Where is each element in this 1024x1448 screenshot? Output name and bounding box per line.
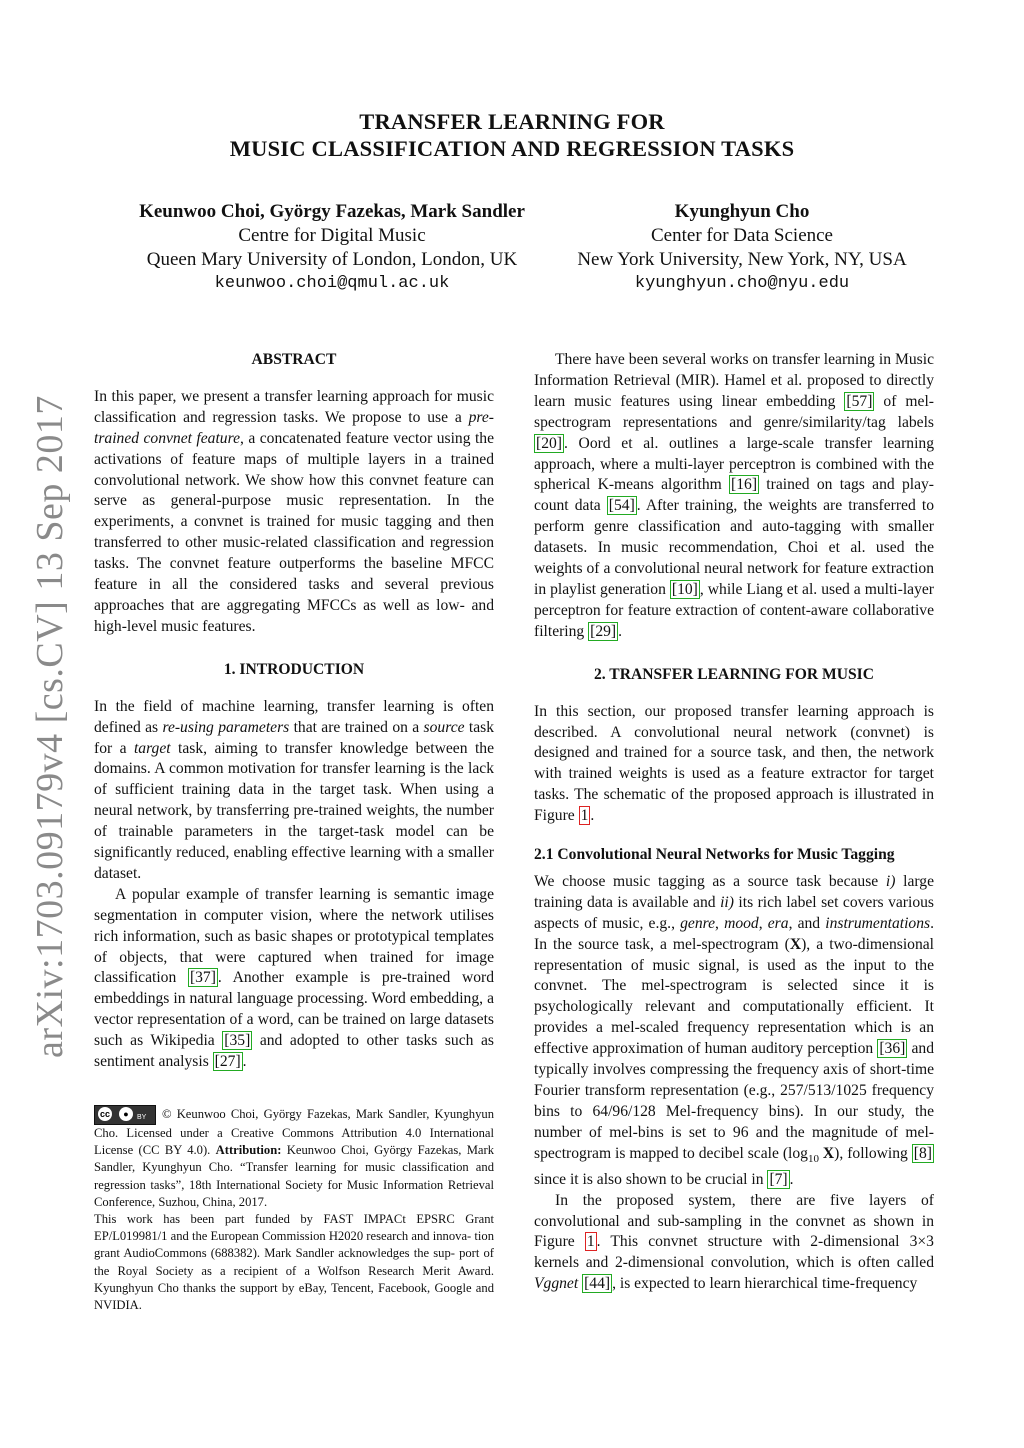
arxiv-identifier: arXiv:1703.09179v4 [cs.CV] 13 Sep 2017 bbox=[29, 395, 71, 1058]
citation-link[interactable]: [54] bbox=[608, 497, 635, 515]
citation-link[interactable]: [44] bbox=[584, 1275, 611, 1293]
author-department: Centre for Digital Music bbox=[238, 225, 426, 246]
author-names: Kyunghyun Cho bbox=[674, 201, 810, 222]
subsection-2-1-paragraph-1: We choose music tagging as a source task because i) large training data is available and ii) its rich label set covers various aspects of music, e.g., genre, mood, era, and instrumentations. In the source task, a mel-spectrogram (X), a two-dimensional representation of music signal, is used as the input to the convnet. The mel-spectrogram is selected since it is psychologically relevant and computationally efficient. It provides a mel-scaled frequency representation which is an effective approximation of human auditory perception [36] and typically involves compressing the frequency axis of short-time Fourier transform representation (e.g., 257/513/1025 frequency bins to 64/96/128 Mel-frequency bins). In our study, the number of mel-bins is set to 96 and the magnitude of mel-spectrogram is mapped to decibel scale ($\log_{10}$ X), following [8] since it is also shown to be crucial in [7] . bbox=[534, 872, 934, 1188]
citation-link[interactable]: [36] bbox=[879, 1040, 906, 1058]
author-department: Center for Data Science bbox=[651, 225, 833, 246]
title-line-2: MUSIC CLASSIFICATION AND REGRESSION TASKS bbox=[229, 136, 795, 161]
introduction-heading: 1. INTRODUCTION bbox=[223, 660, 365, 678]
abstract-text: In this paper, we present a transfer learning approach for music classification and regression tasks. We propose to use a pre-trained convnet feature, a concatenated feature vector using the activations of feature maps of multiple layers in a trained convolutional network. We show how this convnet feature can serve as general-purpose music representation. In the experiments, a convnet is trained for music tagging and then transferred to other music-related classification and regression tasks. The convnet feature outperforms the baseline MFCC feature in all the considered tasks and several previous approaches that are aggregating MFCCs as well as low- and high-level music features. bbox=[94, 387, 494, 635]
person-icon: ● bbox=[119, 1107, 133, 1121]
citation-link[interactable]: [8] bbox=[913, 1144, 932, 1162]
citation-link[interactable]: [57] bbox=[846, 392, 873, 410]
subsection-2-1-paragraph-2: In the proposed system, there are five layers of convolutional and sub-sampling in the convnet as shown in Figure 1 . This convnet structure with 2-dimensional 3×3 kernels and 2-dimensional convolution, which is often called Vggnet [44] , is expected to learn hierarchical time-frequency bbox=[534, 1191, 934, 1293]
license-footnote: cc ● BY © Keunwoo Choi, György Fazekas, Mark Sandler, Kyunghyun Cho. Licensed under a Creative Commons Attribution 4.0 International License (CC BY 4.0). Attribution: Keunwoo Choi, György Fazekas, Mark Sandler, Kyunghyun Cho. “Transfer learning for music classification and regression tasks”, 18th International Society for Music Information Retrieval Conference, Suzhou, China, 2017. bbox=[94, 1106, 495, 1209]
section-2-heading: 2. TRANSFER LEARNING FOR MUSIC bbox=[594, 665, 874, 683]
related-work-paragraph: There have been several works on transfer learning in Music Information Retrieval (MIR). Hamel et al. proposed to directly learn music features using linear embedding [57] of mel-spectrogram representations and genre/similarity/tag labels [20] . Oord et al. outlines a large-scale transfer learning approach, where a multi-layer perceptron is combined with the spherical K-means algorithm [16] trained on tags and play-count data [54] . After training, the weights are transferred to perform genre classification and auto-tagging with smaller datasets. In music recommendation, Choi et al. used the weights of a convolutional neural network for feature extraction in playlist generation [10] , while Liang et al. used a multi-layer perceptron for feature extraction of content-aware collaborative filtering [29] . bbox=[534, 351, 934, 640]
footnote bbox=[94, 1105, 494, 1314]
figure-link[interactable]: 1 bbox=[586, 1233, 595, 1251]
section-2-paragraph: In this section, our proposed transfer learning approach is described. A convolutional neural network (convnet) is designed and trained for a source task, and then, the network with trained weights is used as a feature extractor for target tasks. The schematic of the proposed approach is illustrated in Figure 1 . bbox=[534, 702, 934, 825]
citation-link[interactable]: [37] bbox=[189, 969, 216, 987]
intro-paragraph-1: In the field of machine learning, transfer learning is often defined as re-using parameters that are trained on a source task for a target task, aiming to transfer knowledge between the domains. A common motivation for transfer learning is the lack of sufficient training data in the target task. When using a neural network, by transferring pre-trained weights, the number of trainable parameters in the target-task model can be significantly reduced, enabling effective learning with a smaller dataset. bbox=[94, 697, 495, 882]
author-email[interactable]: kyunghyun.cho@nyu.edu bbox=[634, 274, 850, 293]
citation-link[interactable]: [20] bbox=[536, 434, 562, 452]
citation-link[interactable]: [27] bbox=[214, 1053, 241, 1071]
cc-license-badge[interactable]: cc ● BY bbox=[94, 1105, 156, 1125]
paper-title bbox=[0, 108, 1024, 162]
figure-link[interactable]: 1 bbox=[580, 807, 589, 825]
cc-icon: cc bbox=[99, 1109, 110, 1119]
author-names: Keunwoo Choi, György Fazekas, Mark Sandler bbox=[139, 201, 525, 222]
author-block-1 bbox=[112, 200, 552, 296]
author-email[interactable]: keunwoo.choi@qmul.ac.uk bbox=[214, 274, 450, 293]
author-institution: Queen Mary University of London, London, UK bbox=[146, 249, 518, 270]
funding-footnote: This work has been part funded by FAST IMPACt EPSRC Grant EP/L019981/1 and the European Commission H2020 research and innova- tion grant AudioCommons (688382). Mark Sandler acknowledges the sup- port of the Royal Society as a recipient of a Wolfson Research Merit Award. Kyunghyun Cho thanks the support by eBay, Tencent, Facebook, Google and NVIDIA. bbox=[94, 1212, 494, 1313]
abstract-heading: ABSTRACT bbox=[251, 351, 337, 368]
intro-paragraph-2: A popular example of transfer learning is semantic image segmentation in computer vision, where the network utilises rich information, such as basic shapes or prototypical templates of objects, that were captured when trained for image classification [37] . Another example is pre-trained word embeddings in natural language processing. Word embedding, a vector representation of a word, can be trained on large datasets such as Wikipedia [35] and adopted to other tasks such as sentiment analysis [27] . bbox=[94, 885, 495, 1071]
citation-link[interactable]: [7] bbox=[769, 1170, 788, 1188]
citation-link[interactable]: [29] bbox=[590, 622, 617, 640]
citation-link[interactable]: [10] bbox=[671, 580, 698, 598]
citation-link[interactable]: [35] bbox=[224, 1032, 251, 1050]
author-block-2 bbox=[554, 200, 930, 296]
citation-link[interactable]: [16] bbox=[731, 476, 758, 494]
title-line-1: TRANSFER LEARNING FOR bbox=[359, 109, 665, 134]
right-column bbox=[534, 350, 934, 1295]
author-institution: New York University, New York, NY, USA bbox=[577, 249, 907, 270]
subsection-2-1-heading: 2.1 Convolutional Neural Networks for Music Tagging bbox=[534, 846, 895, 864]
left-column bbox=[94, 350, 494, 1314]
